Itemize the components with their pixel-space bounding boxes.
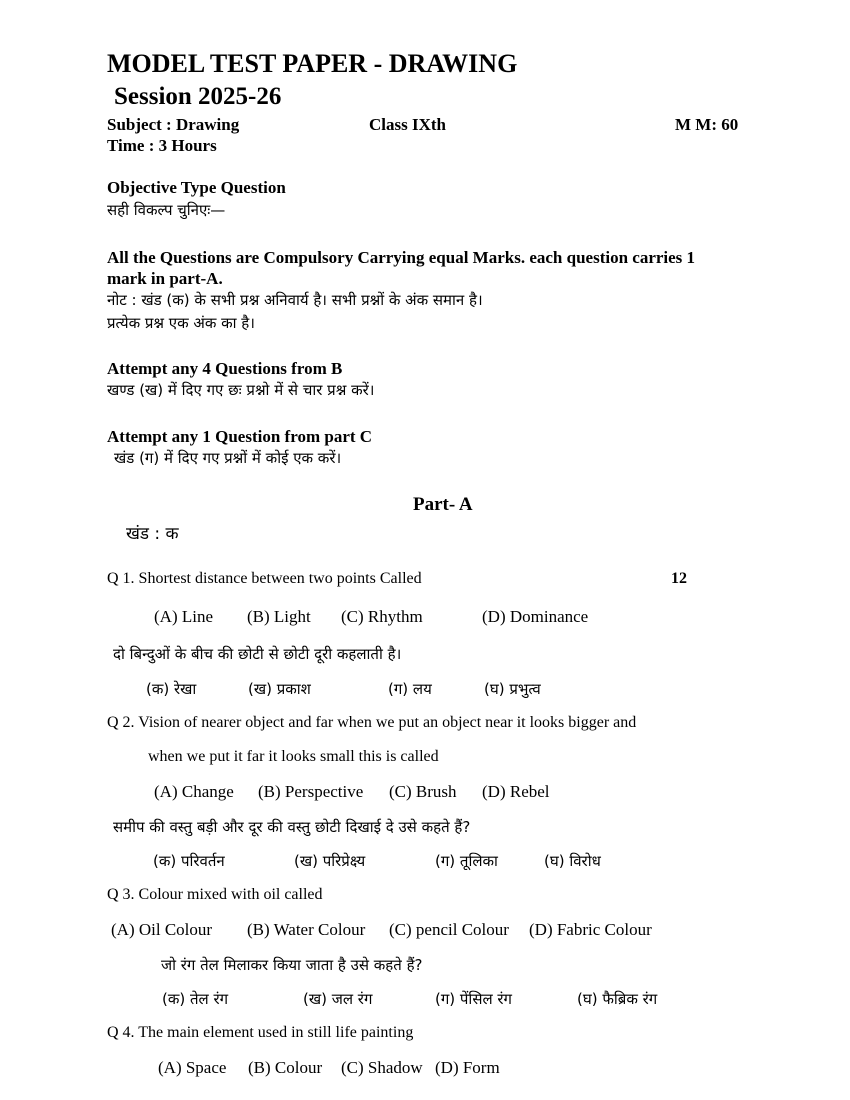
option-hindi: (क) तेल रंग bbox=[162, 990, 229, 1008]
partA-instruction-line2: mark in part-A. bbox=[107, 269, 223, 288]
question-2-options-hindi bbox=[0, 851, 850, 873]
option: (D) Fabric Colour bbox=[529, 920, 652, 939]
question-1-hindi: दो बिन्दुओं के बीच की छोटी से छोटी दूरी कहलाती है। bbox=[113, 645, 402, 663]
partA-instruction-hindi-line2: प्रत्येक प्रश्न एक अंक का है। bbox=[107, 314, 255, 332]
max-marks-label: M M: 60 bbox=[675, 115, 739, 134]
option: (D) Form bbox=[435, 1058, 500, 1077]
question-2: Q 2. Vision of nearer object and far when we put an object near it looks bigger and bbox=[107, 714, 637, 731]
partB-instruction: Attempt any 4 Questions from B bbox=[107, 359, 343, 378]
part-a-marks: 12 bbox=[671, 570, 687, 587]
question-1: Q 1. Shortest distance between two points Called bbox=[107, 570, 422, 587]
partB-instruction-hindi: खण्ड (ख) में दिए गए छः प्रश्नो में से चार प्रश्न करें। bbox=[107, 381, 375, 399]
option-hindi: (ख) प्रकाश bbox=[248, 680, 311, 698]
option-hindi: (घ) प्रभुत्व bbox=[484, 680, 541, 698]
question-3-options-hindi bbox=[0, 989, 850, 1011]
option-hindi: (ख) परिप्रेक्ष्य bbox=[294, 852, 366, 870]
question-3-hindi: जो रंग तेल मिलाकर किया जाता है उसे कहते हैं? bbox=[161, 956, 423, 974]
objective-heading: Objective Type Question bbox=[107, 178, 286, 197]
part-a-heading: Part- A bbox=[413, 494, 473, 515]
paper-title: MODEL TEST PAPER - DRAWING bbox=[107, 49, 518, 78]
question-3: Q 3. Colour mixed with oil called bbox=[107, 886, 323, 903]
option-hindi: (घ) फैब्रिक रंग bbox=[577, 990, 658, 1008]
objective-hindi: सही विकल्प चुनिएः— bbox=[107, 201, 226, 219]
question-3-options bbox=[0, 920, 850, 942]
option-hindi: (ख) जल रंग bbox=[303, 990, 373, 1008]
option-hindi: (ग) तूलिका bbox=[435, 852, 498, 870]
session-label: Session 2025-26 bbox=[114, 83, 282, 110]
partA-instruction-line1: All the Questions are Compulsory Carrying equal Marks. each question carries 1 bbox=[107, 248, 696, 267]
option-hindi: (क) रेखा bbox=[146, 680, 197, 698]
partA-instruction-hindi-line1: नोट : खंड (क) के सभी प्रश्न अनिवार्य है। सभी प्रश्नों के अंक समान है। bbox=[107, 291, 483, 309]
partC-instruction: Attempt any 1 Question from part C bbox=[107, 427, 373, 446]
option: (C) pencil Colour bbox=[389, 920, 509, 939]
option: (C) Rhythm bbox=[341, 607, 423, 626]
partC-instruction-hindi: खंड (ग) में दिए गए प्रश्नों में कोई एक करें। bbox=[114, 449, 342, 467]
subject-label: Subject : Drawing bbox=[107, 115, 240, 134]
option-hindi: (ग) लय bbox=[388, 680, 432, 698]
option: (D) Rebel bbox=[482, 782, 550, 801]
option: (D) Dominance bbox=[482, 607, 589, 626]
option-hindi: (घ) विरोध bbox=[544, 852, 601, 870]
question-1-options bbox=[0, 607, 850, 629]
option: (B) Perspective bbox=[258, 782, 364, 801]
option: (A) Oil Colour bbox=[111, 920, 213, 939]
option: (A) Line bbox=[154, 607, 214, 626]
option: (A) Change bbox=[154, 782, 234, 801]
part-a-heading-hindi: खंड : क bbox=[126, 524, 179, 544]
question-4: Q 4. The main element used in still life painting bbox=[107, 1024, 414, 1041]
option-hindi: (क) परिवर्तन bbox=[153, 852, 225, 870]
option: (A) Space bbox=[158, 1058, 227, 1077]
question-2-line2: when we put it far it looks small this is called bbox=[148, 748, 439, 765]
question-2-hindi: समीप की वस्तु बड़ी और दूर की वस्तु छोटी दिखाई दे उसे कहते हैं? bbox=[113, 818, 471, 836]
question-4-options bbox=[0, 1058, 850, 1080]
time-label: Time : 3 Hours bbox=[107, 136, 217, 155]
class-label: Class IXth bbox=[369, 115, 446, 134]
option-hindi: (ग) पेंसिल रंग bbox=[435, 990, 512, 1008]
question-1-options-hindi bbox=[0, 679, 850, 701]
option: (C) Brush bbox=[389, 782, 457, 801]
option: (B) Light bbox=[247, 607, 311, 626]
option: (C) Shadow bbox=[341, 1058, 423, 1077]
question-2-options bbox=[0, 782, 850, 804]
option: (B) Water Colour bbox=[247, 920, 366, 939]
option: (B) Colour bbox=[248, 1058, 323, 1077]
